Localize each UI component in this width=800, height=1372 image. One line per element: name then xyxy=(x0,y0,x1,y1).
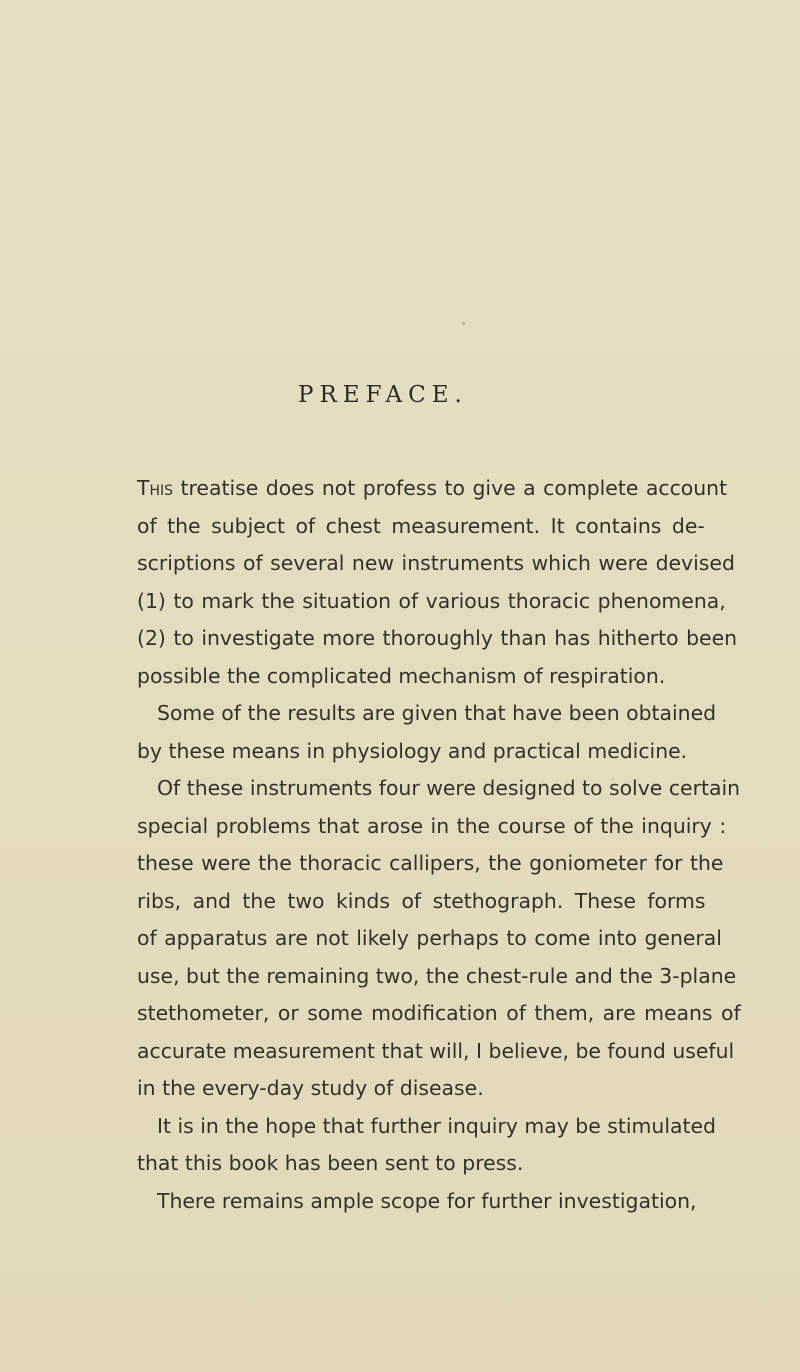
text-line: special problems that arose in the course of the inquiry : xyxy=(137,814,727,838)
text-line: (1) to mark the situation of various thoracic phenomena, xyxy=(137,589,726,613)
text-line: stethometer, or some modification of them, are means of xyxy=(137,1001,741,1025)
text-line: by these means in physiology and practical medicine. xyxy=(137,739,688,763)
text-line: scriptions of several new instruments which were devised xyxy=(137,551,735,575)
text-line: It is in the hope that further inquiry may be stimulated xyxy=(157,1114,716,1138)
text-line: in the every-day study of disease. xyxy=(137,1076,484,1100)
text-line: use, but the remaining two, the chest-rule and the 3-plane xyxy=(137,964,737,988)
text-line: that this book has been sent to press. xyxy=(137,1151,524,1175)
opening-word: This xyxy=(137,476,173,500)
text-line: accurate measurement that will, I believe, be found useful xyxy=(137,1039,735,1063)
text-line: Some of the results are given that have been obtained xyxy=(157,701,717,725)
line-text: treatise does not profess to give a complete account xyxy=(173,476,728,500)
text-line: ribs, and the two kinds of stethograph. These forms xyxy=(137,889,706,913)
text-line: There remains ample scope for further investigation, xyxy=(157,1189,697,1213)
paper-speck xyxy=(462,322,465,325)
text-line: Of these instruments four were designed to solve certain xyxy=(157,776,741,800)
text-line xyxy=(137,478,727,498)
text-line: (2) to investigate more thoroughly than has hitherto been xyxy=(137,626,738,650)
preface-heading: PREFACE. xyxy=(298,382,468,408)
text-line: possible the complicated mechanism of respiration. xyxy=(137,664,666,688)
text-line: of apparatus are not likely perhaps to come into general xyxy=(137,926,722,950)
text-line: these were the thoracic callipers, the goniometer for the xyxy=(137,851,724,875)
text-line: of the subject of chest measurement. It contains de- xyxy=(137,514,705,538)
